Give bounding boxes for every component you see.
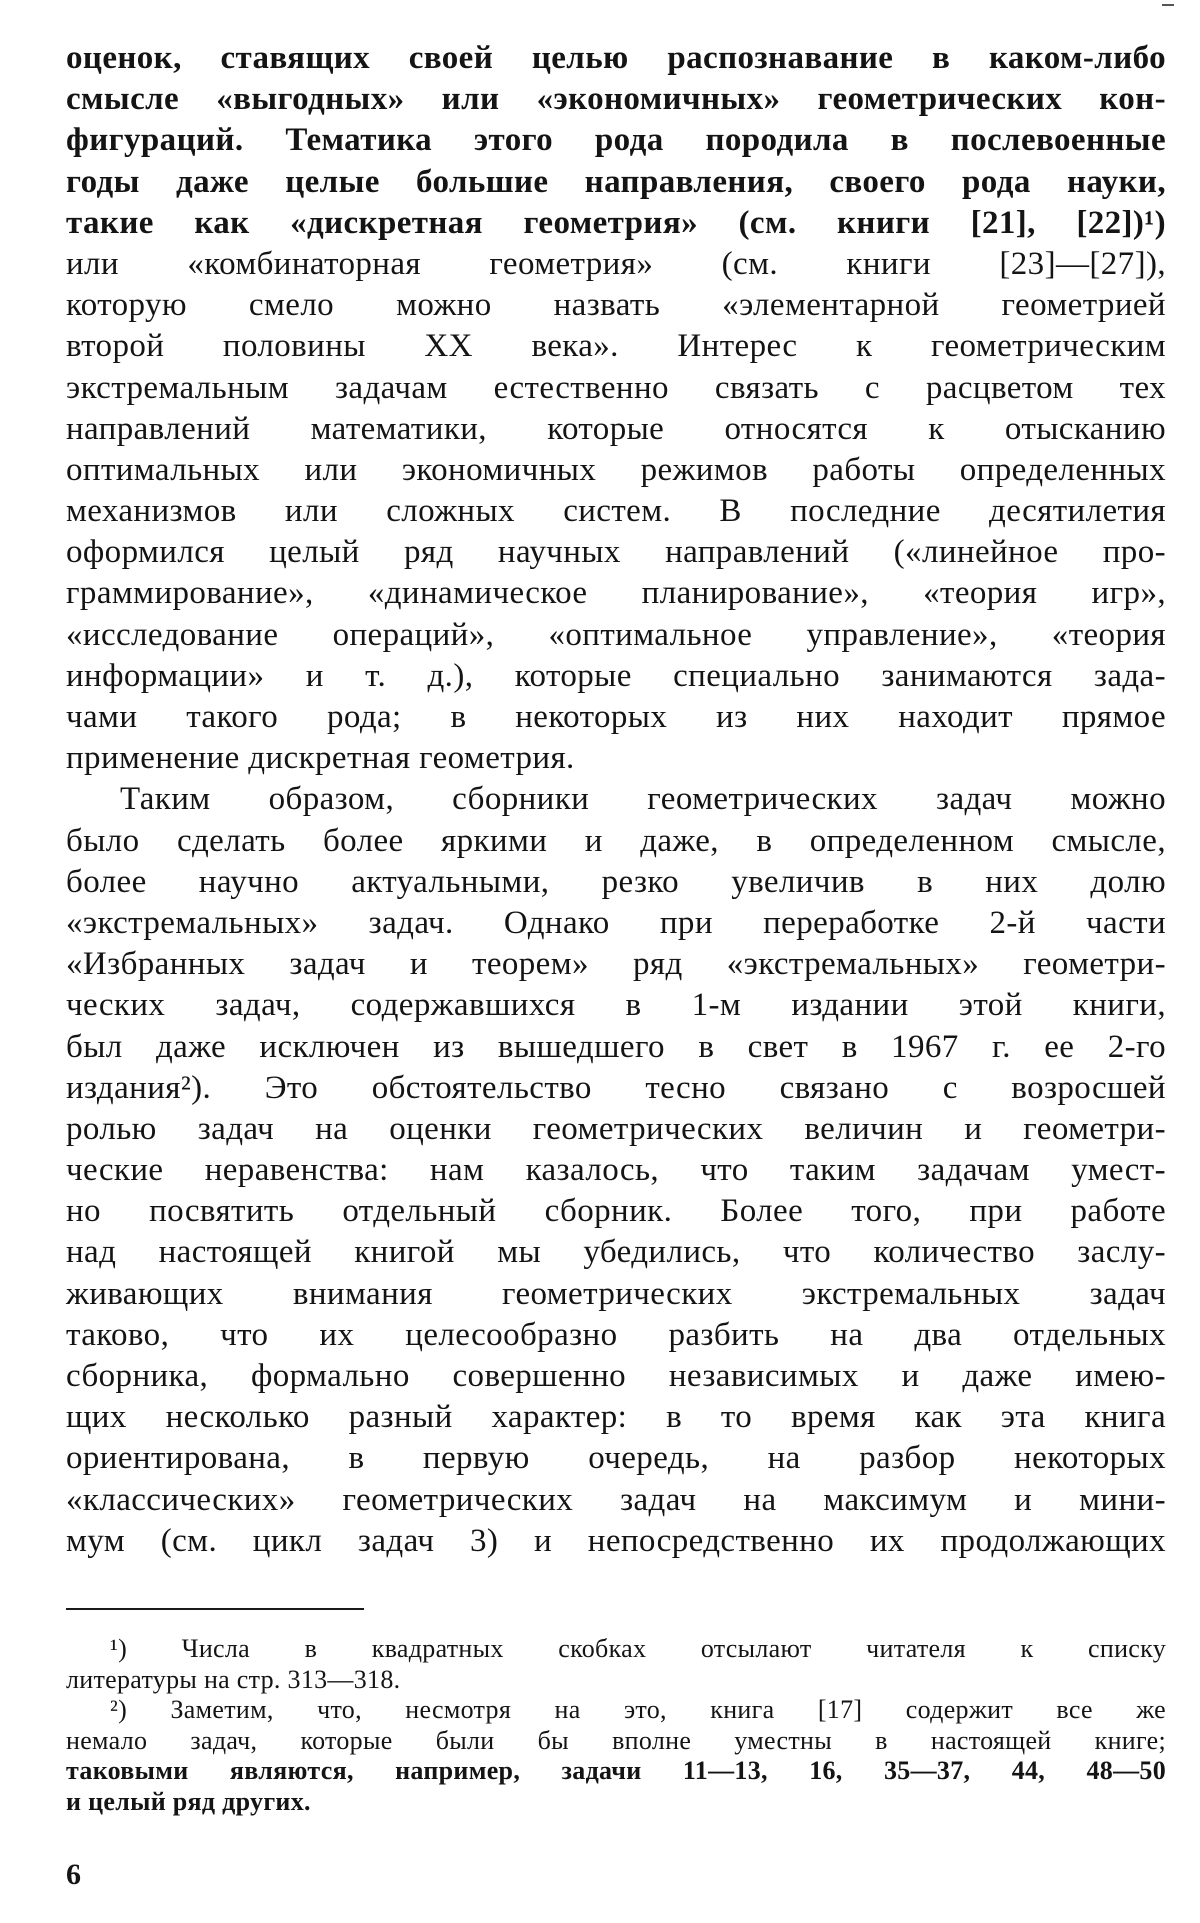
page-number: 6 — [66, 1858, 81, 1891]
text-line: издания²). Это обстоятельство тесно связано с возросшей — [66, 1069, 1166, 1106]
text-line: граммирование», «динамическое планирование», «теория игр», — [66, 575, 1166, 612]
footnotes — [66, 1634, 1166, 1817]
text-line: щих несколько разный характер: в то время как эта книга — [66, 1399, 1166, 1436]
text-line: информации» и т. д.), которые специально занимаются зада- — [66, 657, 1166, 694]
text-line: над настоящей книгой мы убедились, что количество заслу- — [66, 1234, 1166, 1271]
text-line: чами такого рода; в некоторых из них находит прямое — [66, 699, 1166, 735]
text-line: применение дискретная геометрия. — [66, 740, 575, 777]
text-line: ческих задач, содержавшихся в 1-м издании этой книги, — [66, 987, 1166, 1024]
footnote-1-continuation: литературы на стр. 313—318. — [66, 1664, 401, 1694]
footnote-2-continuation: таковыми являются, например, задачи 11—13, 16, 35—37, 44, 48—50 — [66, 1756, 1166, 1785]
text-line: ориентирована, в первую очередь, на разбор некоторых — [66, 1440, 1166, 1477]
text-line: фигураций. Тематика этого рода породила в послевоенные — [66, 122, 1166, 159]
scan-mark — [1162, 4, 1174, 6]
text-line: таково, что их целесообразно разбить на два отдельных — [66, 1316, 1166, 1353]
text-line: было сделать более яркими и даже, в определенном смысле, — [66, 822, 1166, 859]
text-line: «Избранных задач и теорем» ряд «экстремальных» геометри- — [66, 946, 1166, 983]
paragraph-start-line: Таким образом, сборники геометрических задач можно — [120, 781, 1166, 818]
main-text — [66, 38, 1166, 1562]
footnote-2: ²) Заметим, что, несмотря на это, книга [17] содержит все же — [110, 1695, 1166, 1724]
text-line: экстремальным задачам естественно связать с расцветом тех — [66, 369, 1166, 406]
text-line: «исследование операций», «оптимальное управление», «теория — [66, 616, 1166, 653]
text-line: второй половины XX века». Интерес к геометрическим — [66, 328, 1166, 365]
text-line: живающих внимания геометрических экстремальных задач — [66, 1275, 1166, 1312]
text-line: которую смело можно назвать «элементарной геометрией — [66, 287, 1166, 324]
text-line: был даже исключен из вышедшего в свет в 1967 г. ее 2-го — [66, 1028, 1166, 1065]
text-line: но посвятить отдельный сборник. Более того, при работе — [66, 1193, 1166, 1230]
footnote-2-continuation: немало задач, которые были бы вполне уместны в настоящей книге; — [66, 1725, 1166, 1755]
text-line: оптимальных или экономичных режимов работы определенных — [66, 451, 1166, 488]
text-line: мум (см. цикл задач 3) и непосредственно их продолжающих — [66, 1522, 1166, 1559]
text-line: направлений математики, которые относятся к отысканию — [66, 410, 1166, 447]
text-line: сборника, формально совершенно независимых и даже имею- — [66, 1358, 1166, 1394]
text-line: более научно актуальными, резко увеличив в них долю — [66, 863, 1166, 900]
text-line: такие как «дискретная геометрия» (см. книги [21], [22])¹) — [66, 204, 1166, 241]
text-line: механизмов или сложных систем. В последние десятилетия — [66, 493, 1166, 530]
text-line: ролью задач на оценки геометрических величин и геометри- — [66, 1110, 1166, 1147]
footnote-divider — [66, 1608, 364, 1610]
text-line: оформился целый ряд научных направлений («линейное про- — [66, 534, 1166, 571]
text-line: «экстремальных» задач. Однако при переработке 2-й части — [66, 904, 1166, 941]
text-line: смысле «выгодных» или «экономичных» геометрических кон- — [66, 81, 1166, 118]
text-line: «классических» геометрических задач на максимум и мини- — [66, 1481, 1166, 1518]
text-line: ческие неравенства: нам казалось, что таким задачам умест- — [66, 1152, 1166, 1189]
text-line: оценок, ставящих своей целью распознавание в каком-либо — [66, 40, 1166, 76]
footnote-2-continuation: и целый ряд других. — [66, 1786, 311, 1816]
text-line: или «комбинаторная геометрия» (см. книги [23]—[27]), — [66, 245, 1166, 282]
text-line: годы даже целые большие направления, своего рода науки, — [66, 163, 1166, 200]
footnote-1: ¹) Числа в квадратных скобках отсылают читателя к списку — [110, 1634, 1166, 1663]
